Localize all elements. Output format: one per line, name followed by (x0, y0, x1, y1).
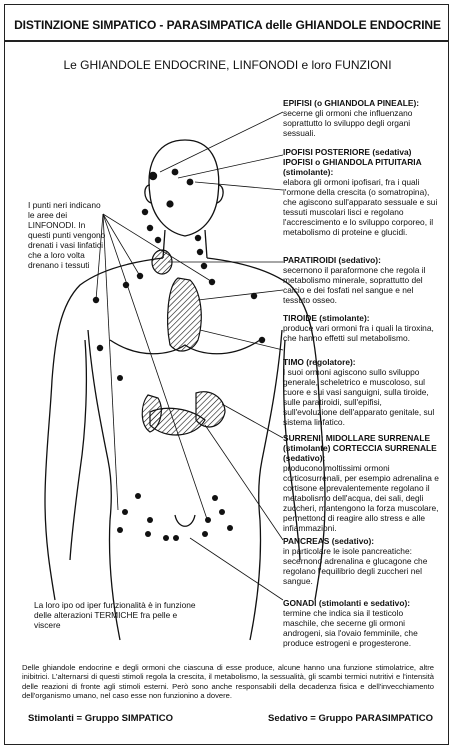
gland-text: termine che indica sia il testicolo maschile, che secerne gli ormoni androgeni, sia l'ovaio femminile, che produce estrogeni e progesterone. (283, 608, 418, 648)
gland-surreni (283, 433, 443, 533)
torso-left (88, 330, 111, 520)
gland-tiroide (283, 313, 438, 343)
head-outline (149, 140, 219, 236)
gland-heading: PARATIROIDI (sedativo): (283, 255, 381, 265)
lymph-nodes (93, 169, 265, 541)
gland-text: in particolare le isole pancreatiche: secernono adrenalina e glucagone che regolano l'equilibrio degli zuccheri nel sangue. (283, 546, 428, 586)
gland-paratiroidi (283, 255, 438, 305)
gland-ipofisi (283, 147, 438, 237)
gland-text: I suoi ormoni agiscono sullo sviluppo generale, scheletrico e muscoloso, sul cuore e sui vasi sanguigni, sulla tiroide, sulle paratiroidi, sull'epifisi, sull'evoluzione dell'apparato genitale, sul sistema linfatico. (283, 367, 435, 427)
gland-gonadi (283, 598, 438, 648)
lymph-note: I punti neri indicano le aree dei LINFONODI. In questi punti vengono drenati i vasi linfatici che a loro volta drenano i tessuti (28, 200, 106, 270)
crotch-line (175, 515, 195, 526)
page-title: DISTINZIONE SIMPATICO - PARASIMPATICA delle GHIANDOLE ENDOCRINE (14, 18, 441, 32)
gland-text: secernono il paraformone che regola il metabolismo minerale, soprattutto del calcio e dei fosfati nel sangue e nel tessuto osseo. (283, 265, 426, 305)
gland-heading: SURRENI: MIDOLLARE SURRENALE (stimolante) CORTECCIA SURRENALE (sedativo): (283, 433, 437, 463)
gland-text: produce vari ormoni fra i quali la tiroxina, che hanno effetti sul metabolismo. (283, 323, 434, 343)
gland-heading: TIMO (regolatore): (283, 357, 356, 367)
right-hip (250, 520, 261, 640)
gland-pancreas (283, 536, 438, 586)
thermal-note: La loro ipo od iper funzionalità è in funzione delle alterazioni TERMICHE fra pelle e viscere (34, 600, 196, 630)
neck-right (205, 230, 207, 258)
gland-epifisi (283, 98, 438, 138)
left-arm-outer (45, 258, 163, 600)
gland-timo (283, 357, 438, 427)
gland-text: producono moltissimi ormoni corticosurrenali, per esempio adrenalina e cortisone e prevalentemente regolano il metabolismo dell'acqua, dei sali, degli zuccheri, mantengono la forza muscolare, permettono di reagire allo stress e alle infiammazioni. (283, 463, 439, 533)
torso-right (259, 330, 282, 520)
thymus-gland (168, 278, 202, 351)
legend-sedativo: Sedativo = Gruppo PARASIMPATICO (268, 713, 433, 724)
gland-heading: EPIFISI (o GHIANDOLA PINEALE): (283, 98, 420, 108)
legend-stimolanti: Stimolanti = Gruppo SIMPATICO (28, 713, 174, 724)
gland-heading: GONADI (stimolanti e sedativo): (283, 598, 411, 608)
gland-heading: PANCREAS (sedativo): (283, 536, 375, 546)
gland-text: secerne gli ormoni che influenzano soprattutto lo sviluppo degli organi sessuali. (283, 108, 413, 138)
gland-heading: TIROIDE (stimolante): (283, 313, 370, 323)
page-subtitle: Le GHIANDOLE ENDOCRINE, LINFONODI e loro FUNZIONI (63, 58, 392, 72)
footer-paragraph: Delle ghiandole endocrine e degli ormoni che ciascuna di esse produce, alcune hanno una funzione stimolatrice, altre inibitrici. L'alternarsi di questi stimoli regola la crescita, il metabolismo, la sessualità, gli scambi termici nutritivi e l'intensità delle reazioni di fronte agli stimoli esterni. Però sono anche responsabili della decadenza fisica e dell'invecchiamento dell'organismo umano, nel caso esse non funzionino a dovere. (22, 663, 434, 701)
gland-text: elabora gli ormoni ipofisari, fra i quali l'ormone della crescita (o somatropina), che agiscono sull'apparato sessuale e sui tessuti muscolari lisci e regolano l'accrescimento e lo sviluppo corporeo, il metabolismo di proteine e glucidi. (283, 177, 438, 237)
gland-heading: IPOFISI POSTERIORE (sedativa) IPOFISI o GHIANDOLA PITUITARIA (stimolante): (283, 147, 422, 177)
left-arm-inner (70, 340, 86, 560)
